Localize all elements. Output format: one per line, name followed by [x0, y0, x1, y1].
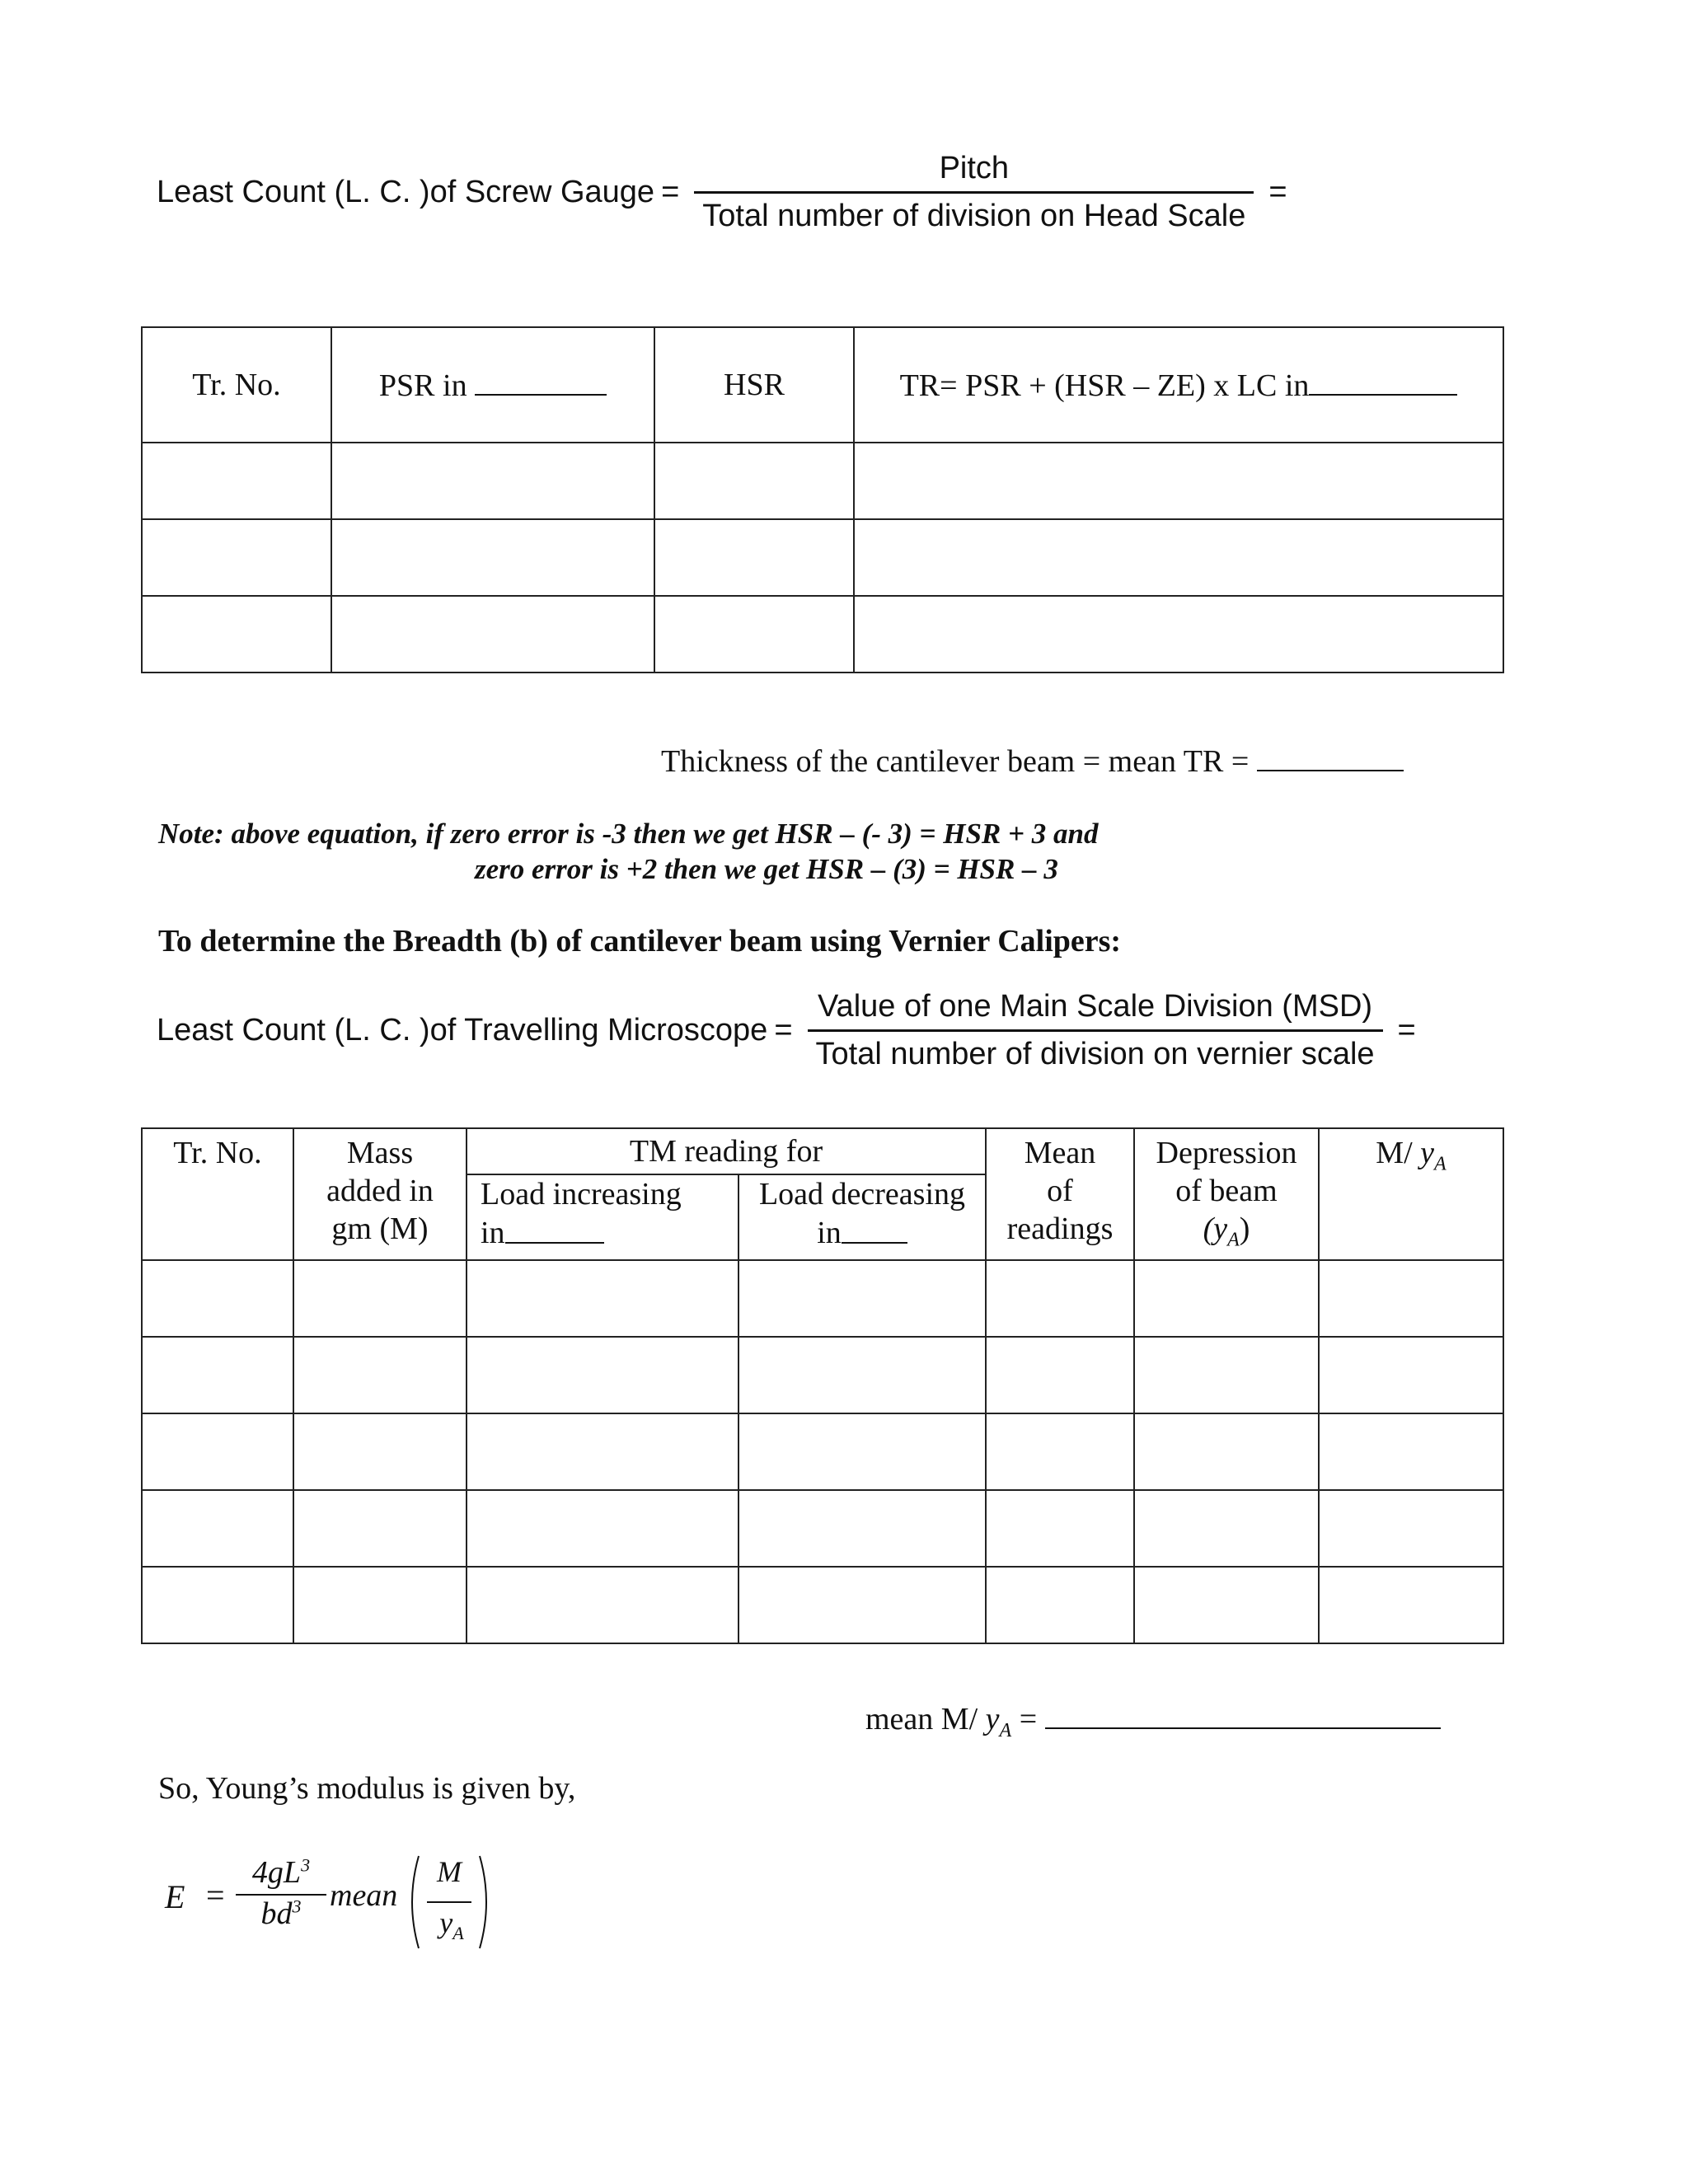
- table-cell[interactable]: [293, 1260, 467, 1337]
- table-row: [142, 1260, 1503, 1337]
- table-cell[interactable]: [854, 596, 1503, 673]
- table-row: [142, 1413, 1503, 1490]
- table-cell[interactable]: [142, 1413, 293, 1490]
- equals-sign: =: [661, 175, 680, 209]
- screw-gauge-formula: [157, 151, 1294, 234]
- screw-gauge-fraction: [694, 151, 1254, 234]
- mean-ratio-y: y: [985, 1702, 1000, 1737]
- table-cell[interactable]: [1134, 1337, 1319, 1413]
- microscope-fraction: [808, 989, 1383, 1072]
- header-tr-no: Tr. No.: [142, 327, 331, 443]
- table-row: [142, 1490, 1503, 1567]
- table-cell[interactable]: [142, 1567, 293, 1643]
- table-cell[interactable]: [1134, 1260, 1319, 1337]
- table-cell[interactable]: [986, 1490, 1134, 1567]
- table-cell[interactable]: [1134, 1413, 1319, 1490]
- header-load-decreasing: Load decreasing in: [738, 1174, 986, 1259]
- screw-gauge-denominator: Total number of division on Head Scale: [694, 191, 1254, 234]
- mean-ratio-blank[interactable]: [1045, 1699, 1441, 1729]
- table-cell[interactable]: [467, 1337, 738, 1413]
- table-cell[interactable]: [293, 1413, 467, 1490]
- table-cell[interactable]: [467, 1260, 738, 1337]
- table-cell[interactable]: [738, 1337, 986, 1413]
- mean-ratio-line: [865, 1699, 1441, 1742]
- note-line-2: zero error is +2 then we get HSR – (3) = HSR – 3: [475, 853, 1058, 885]
- equals-sign: =: [774, 1013, 793, 1047]
- table-cell[interactable]: [986, 1260, 1134, 1337]
- youngs-formula: [165, 1853, 511, 1952]
- table-cell[interactable]: [467, 1567, 738, 1643]
- header-psr: PSR in: [331, 327, 654, 443]
- formula-main-fraction: [236, 1854, 326, 1932]
- table-cell[interactable]: [142, 1490, 293, 1567]
- table-row: [142, 443, 1503, 519]
- header-tr: TR= PSR + (HSR – ZE) x LC in: [854, 327, 1503, 443]
- note-line-1: Note: above equation, if zero error is -3 then we get HSR – (- 3) = HSR + 3 and: [158, 818, 1099, 850]
- table-header-row: [142, 327, 1503, 443]
- screw-gauge-table: [141, 326, 1504, 673]
- formula-mean: mean: [330, 1878, 398, 1913]
- formula-den-exp: 3: [292, 1896, 302, 1917]
- table-cell[interactable]: [986, 1413, 1134, 1490]
- formula-equals: =: [206, 1877, 225, 1914]
- table-cell[interactable]: [293, 1490, 467, 1567]
- header-hsr: HSR: [654, 327, 854, 443]
- formula-inner-num: M: [437, 1855, 462, 1888]
- left-paren: [412, 1856, 419, 1948]
- table-cell[interactable]: [142, 519, 331, 596]
- table-cell[interactable]: [1319, 1337, 1503, 1413]
- equals-sign: =: [1397, 1013, 1416, 1047]
- table-cell[interactable]: [142, 1337, 293, 1413]
- table-cell[interactable]: [1319, 1260, 1503, 1337]
- header-tr-no: Tr. No.: [142, 1128, 293, 1260]
- formula-num: 4gL: [251, 1855, 302, 1890]
- table-cell[interactable]: [331, 443, 654, 519]
- table-row: [142, 1337, 1503, 1413]
- microscope-numerator: Value of one Main Scale Division (MSD): [818, 989, 1373, 1024]
- microscope-label: Least Count (L. C. )of Travelling Microscope: [157, 1013, 768, 1047]
- table-row: [142, 519, 1503, 596]
- mean-ratio-sub: A: [999, 1719, 1012, 1741]
- header-load-increasing: Load increasing in: [467, 1174, 738, 1259]
- table-cell[interactable]: [738, 1413, 986, 1490]
- table-cell[interactable]: [142, 596, 331, 673]
- header-mass: Mass added in gm (M): [293, 1128, 467, 1260]
- mean-ratio-suffix: =: [1011, 1702, 1038, 1737]
- thickness-text: Thickness of the cantilever beam = mean TR =: [661, 744, 1250, 780]
- table-cell[interactable]: [738, 1567, 986, 1643]
- table-cell[interactable]: [854, 443, 1503, 519]
- screw-gauge-numerator: Pitch: [939, 151, 1010, 185]
- formula-E: E: [165, 1878, 185, 1915]
- formula-num-exp: 3: [301, 1854, 311, 1876]
- header-mean: Mean of readings: [986, 1128, 1134, 1260]
- table-cell[interactable]: [142, 1260, 293, 1337]
- mean-ratio-prefix: mean M/: [865, 1702, 986, 1737]
- table-cell[interactable]: [738, 1260, 986, 1337]
- formula-inner-den: $y_A$: [439, 1906, 464, 1944]
- table-cell[interactable]: [467, 1413, 738, 1490]
- table-cell[interactable]: [293, 1337, 467, 1413]
- microscope-table: [141, 1127, 1504, 1644]
- zero-error-note: [158, 816, 1098, 887]
- table-cell[interactable]: [142, 443, 331, 519]
- table-cell[interactable]: [1134, 1490, 1319, 1567]
- formula-den: bd: [260, 1896, 293, 1931]
- table-cell[interactable]: [986, 1567, 1134, 1643]
- table-cell[interactable]: [293, 1567, 467, 1643]
- section-heading: To determine the Breadth (b) of cantilever beam using Vernier Calipers:: [158, 924, 1122, 958]
- equals-sign: =: [1268, 175, 1287, 209]
- table-cell[interactable]: [654, 596, 854, 673]
- table-cell[interactable]: [654, 443, 854, 519]
- table-cell[interactable]: [1319, 1567, 1503, 1643]
- screw-gauge-label: Least Count (L. C. )of Screw Gauge: [157, 175, 655, 209]
- table-row: [142, 596, 1503, 673]
- microscope-formula: [157, 989, 1423, 1072]
- table-cell[interactable]: [1134, 1567, 1319, 1643]
- table-cell[interactable]: [1319, 1490, 1503, 1567]
- header-depression: Depression of beam $(y_A)$: [1134, 1128, 1319, 1260]
- thickness-blank[interactable]: [1257, 742, 1404, 771]
- table-cell[interactable]: [331, 519, 654, 596]
- table-header-row: [142, 1128, 1503, 1174]
- youngs-modulus-text: So, Young’s modulus is given by,: [158, 1771, 576, 1806]
- table-cell[interactable]: [654, 519, 854, 596]
- table-cell[interactable]: [1319, 1413, 1503, 1490]
- table-row: [142, 1567, 1503, 1643]
- microscope-denominator: Total number of division on vernier scale: [808, 1029, 1383, 1072]
- table-cell[interactable]: [738, 1490, 986, 1567]
- table-cell[interactable]: [986, 1337, 1134, 1413]
- thickness-line: [661, 742, 1404, 780]
- table-cell[interactable]: [331, 596, 654, 673]
- table-cell[interactable]: [467, 1490, 738, 1567]
- table-cell[interactable]: [854, 519, 1503, 596]
- right-paren: [480, 1856, 486, 1948]
- header-tm-reading: TM reading for: [467, 1128, 986, 1174]
- header-ratio: M/ $y_A$: [1319, 1128, 1503, 1260]
